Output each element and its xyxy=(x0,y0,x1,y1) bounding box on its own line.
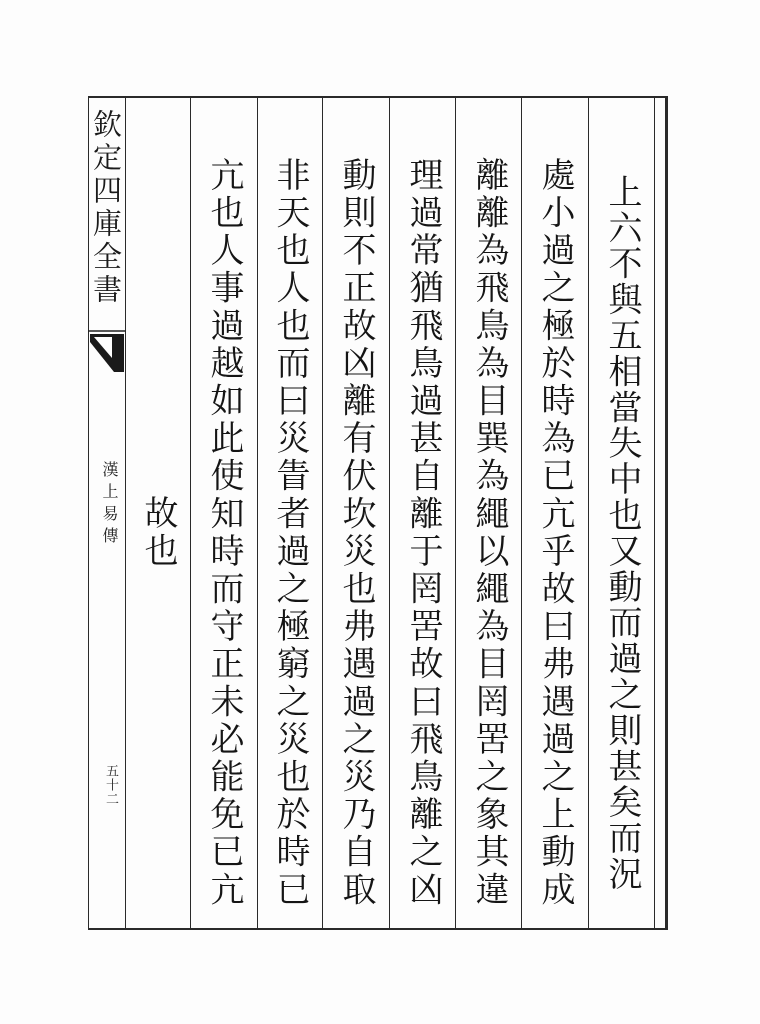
frame-right-inner-rule xyxy=(654,96,655,930)
column-divider xyxy=(455,96,456,930)
column-divider xyxy=(588,96,589,930)
text-column-7: 亢也人事過越如此使知時而守正未必能免已亢 xyxy=(204,157,244,909)
text-column-1: 上六不與五相當失中也又動而過之則甚矣而況 xyxy=(602,174,642,892)
text-column-2: 處小過之極於時為已亢乎故曰弗遇過之上動成 xyxy=(535,157,575,909)
frame-right-outer-rule xyxy=(665,96,668,930)
text-column-8: 故也 xyxy=(138,495,178,571)
column-divider xyxy=(521,96,522,930)
column-divider xyxy=(322,96,323,930)
frame-bottom-rule xyxy=(88,928,668,930)
text-column-3: 離離為飛鳥為目巽為繩以繩為目罔罟之象其違 xyxy=(469,157,509,909)
column-divider xyxy=(190,96,191,930)
book-title: 欽定四庫全書 xyxy=(89,108,123,307)
page-number: 五十二 xyxy=(103,764,118,806)
text-column-6: 非天也人也而曰災眚者過之極窮之災也於時已 xyxy=(270,157,310,909)
text-column-5: 動則不正故凶離有伏坎災也弗遇過之災乃自取 xyxy=(336,157,376,909)
frame-top-rule xyxy=(88,96,668,98)
text-column-4: 理過常猶飛鳥過甚自離于罔罟故曰飛鳥離之凶 xyxy=(403,157,443,909)
column-divider xyxy=(389,96,390,930)
fishtail-mark-icon xyxy=(88,328,126,376)
section-title: 漢上易傳 xyxy=(100,461,119,549)
